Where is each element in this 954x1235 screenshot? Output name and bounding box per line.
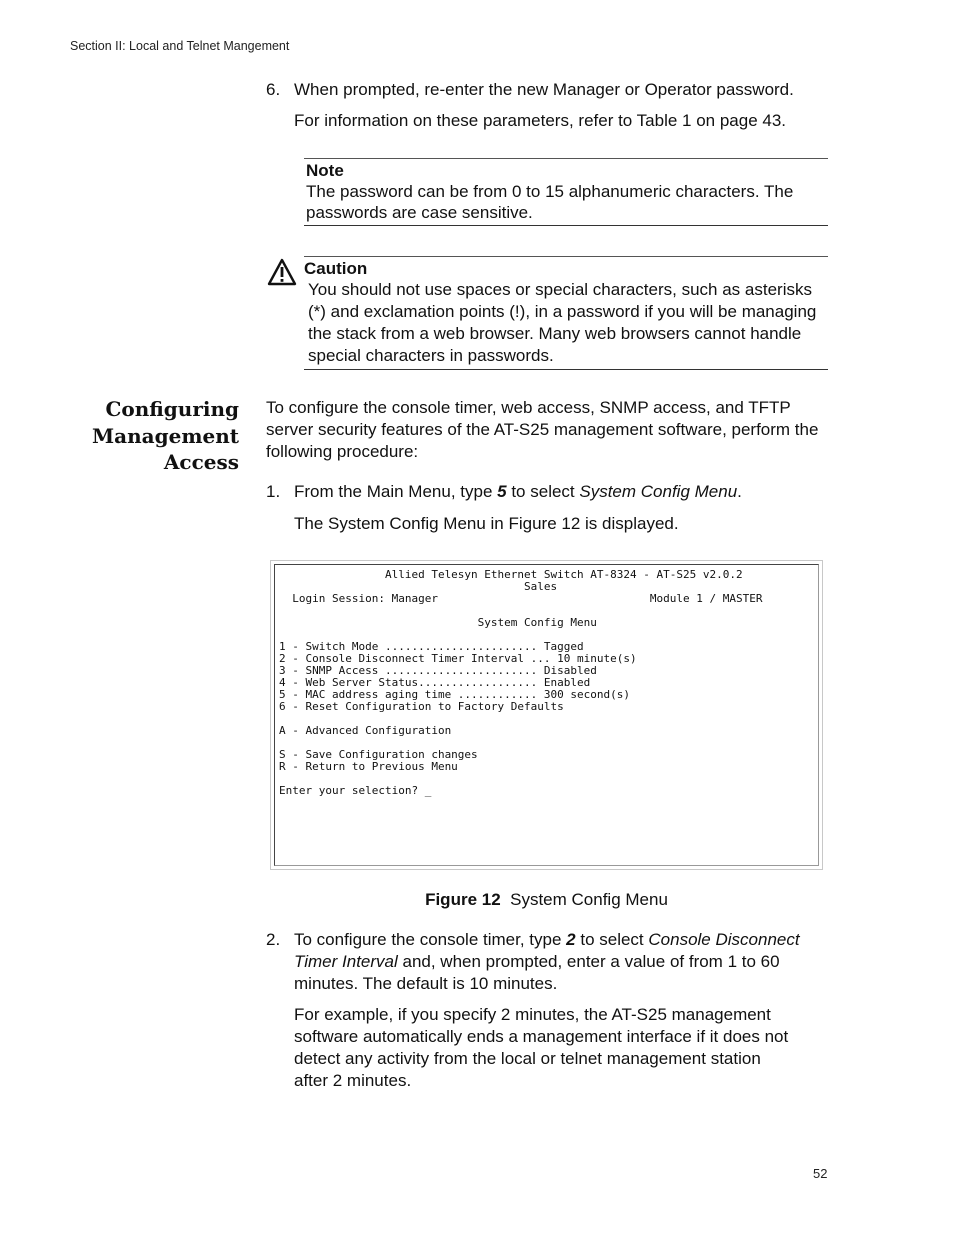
step-2-menu-name: Console Disconnect Timer Interval [294, 930, 800, 971]
warning-triangle-icon [267, 258, 297, 286]
step-2-key: 2 [566, 930, 576, 949]
terminal-screen [274, 564, 819, 866]
note-box [304, 158, 828, 226]
step-1-menu-name: System Config Menu [579, 482, 738, 501]
step-2-number: 2. [266, 930, 281, 949]
terminal-screenshot [270, 560, 823, 870]
page-number: 52 [813, 1166, 828, 1181]
step-6-info: For information on these parameters, refer to Table 1 on page 43. [294, 111, 787, 130]
step-2-text-before: To configure the console timer, type [294, 930, 567, 949]
figure-caption-text: System Config Menu [510, 890, 668, 909]
caution-box [304, 256, 828, 370]
section-heading-line-3: Access [163, 450, 239, 474]
step-6-number: 6. [266, 80, 281, 99]
step-2-text-after: and, when prompted, enter a value of from 1 to 60 minutes. The default is 10 minutes. [294, 952, 780, 993]
note-title: Note [306, 161, 344, 180]
note-text: The password can be from 0 to 15 alphanumeric characters. The passwords are case sensitive. [306, 182, 794, 222]
running-head: Section II: Local and Telnet Mangement [70, 39, 290, 53]
section-heading-line-2: Management [92, 423, 239, 448]
caution-title: Caution [304, 259, 368, 278]
figure-label: Figure 12 [425, 890, 501, 909]
step-1-result: The System Config Menu in Figure 12 is displayed. [294, 514, 679, 533]
step-2-example: For example, if you specify 2 minutes, the AT-S25 management software automatically ends a management interface if it does not detect any activity from the local or telnet management station after 2 minutes. [294, 1005, 789, 1090]
step-1-text-middle: to select [506, 482, 580, 501]
section-intro: To configure the console timer, web access, SNMP access, and TFTP server security features of the AT-S25 management software, perform the following procedure: [266, 398, 819, 461]
step-1-text-before: From the Main Menu, type [294, 482, 498, 501]
step-1-key: 5 [497, 482, 507, 501]
step-2-text-middle: to select [575, 930, 649, 949]
section-heading [60, 396, 239, 476]
step-1-text [294, 481, 834, 503]
step-6-text: When prompted, re-enter the new Manager or Operator password. [294, 80, 794, 99]
step-1-number: 1. [266, 482, 281, 501]
terminal-text: Allied Telesyn Ethernet Switch AT-8324 - AT-S25 v2.0.2 Sales Login Session: Manager Module 1 / MASTER System Config Menu 1 - Switch Mode ....................... Tagged 2 - Console Disconnect Timer Interval ... 10 minute(s) 3 - SNMP Access ....................... Disabled 4 - Web Server Status.................. Enabled 5 - MAC address aging time ............ 300 second(s) 6 - Reset Configuration to Factory Defaults A - Advanced Configuration S - Save Configuration changes R - Return to Previous Menu Enter your selection? _ [279, 568, 763, 797]
section-heading-line-1: Configuring [105, 397, 239, 421]
step-1-text-after: . [737, 482, 742, 501]
figure-caption [270, 889, 823, 911]
step-2-text [294, 929, 822, 995]
caution-text: You should not use spaces or special characters, such as asterisks (*) and exclamation points (!), in a password if you will be managing the stack from a web browser. Many web browsers cannot handle special characters in passwords. [308, 280, 817, 365]
